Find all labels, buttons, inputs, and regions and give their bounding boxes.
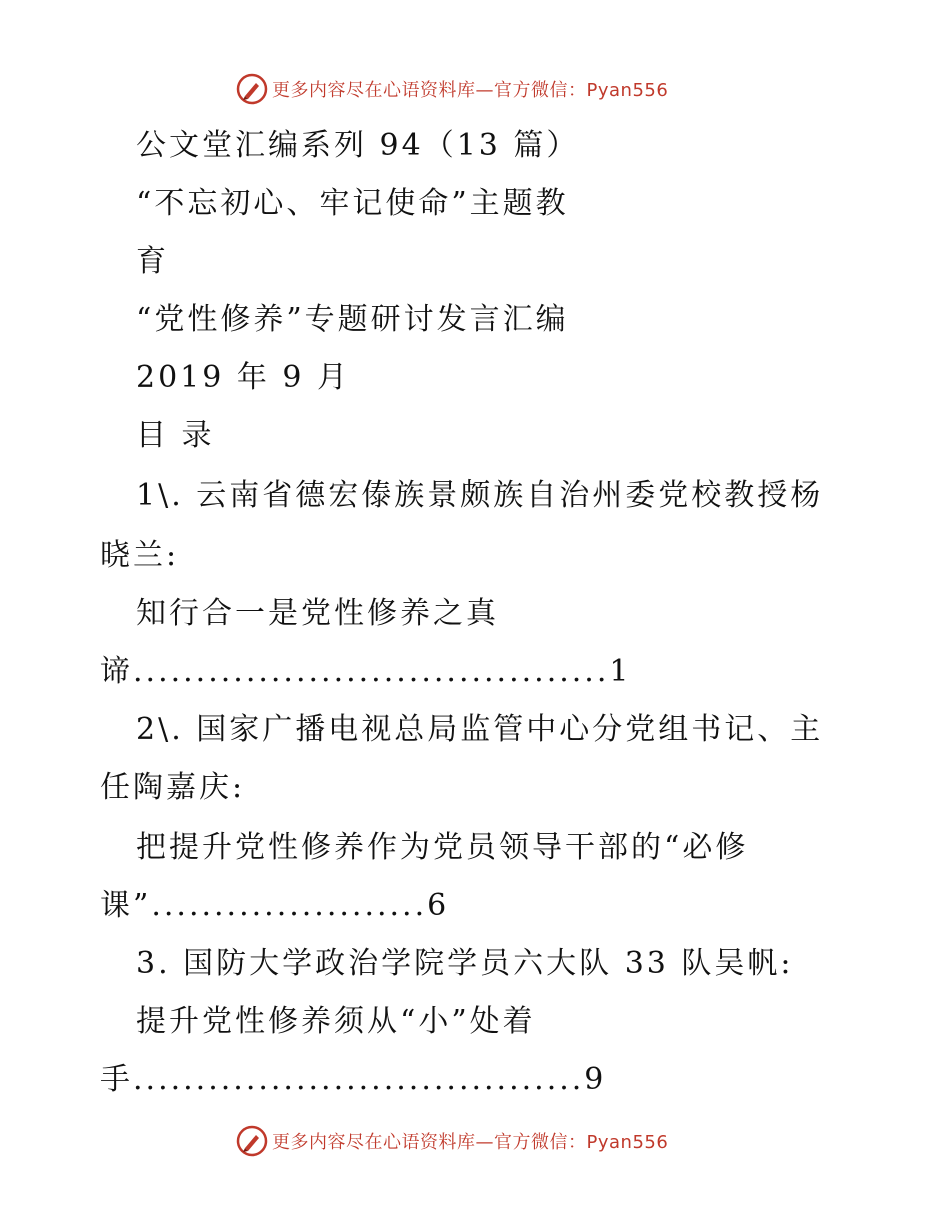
toc-item-2-title: 把提升党性修养作为党员领导干部的“必修 bbox=[136, 830, 749, 865]
watermark-banner-bottom bbox=[236, 1124, 668, 1158]
toc-item-1-author-cont: 晓兰: bbox=[100, 538, 180, 573]
toc-item-2-title-page[interactable]: 课”......................6 bbox=[100, 888, 450, 923]
toc-item-3-author: 3. 国防大学政治学院学员六大队 33 队吴帆: bbox=[136, 946, 794, 981]
toc-item-3-title-page[interactable]: 手....................................9 bbox=[100, 1062, 607, 1097]
toc-item-2-author-cont: 任陶嘉庆: bbox=[100, 770, 246, 805]
toc-item-1-title: 知行合一是党性修养之真 bbox=[136, 596, 499, 631]
watermark-banner-top bbox=[236, 72, 668, 106]
main-title-line2: 育 bbox=[136, 244, 169, 279]
watermark-text: 更多内容尽在心语资料库—官方微信：Pyan556 bbox=[272, 80, 669, 101]
toc-item-1-author: 1\. 云南省德宏傣族景颇族自治州委党校教授杨 bbox=[136, 478, 824, 513]
subtitle: “党性修养”专题研讨发言汇编 bbox=[136, 302, 569, 337]
toc-heading: 目 录 bbox=[136, 418, 215, 453]
pen-logo-icon bbox=[236, 73, 268, 105]
date: 2019 年 9 月 bbox=[136, 360, 351, 395]
series-title: 公文堂汇编系列 94（13 篇） bbox=[136, 128, 580, 163]
watermark-text: 更多内容尽在心语资料库—官方微信：Pyan556 bbox=[272, 1132, 669, 1153]
toc-item-3-title: 提升党性修养须从“小”处着 bbox=[136, 1004, 536, 1039]
pen-logo-icon bbox=[236, 1125, 268, 1157]
toc-item-2-author: 2\. 国家广播电视总局监管中心分党组书记、主 bbox=[136, 712, 824, 747]
main-title-line1: “不忘初心、牢记使命”主题教 bbox=[136, 186, 569, 221]
toc-item-1-title-page[interactable]: 谛......................................1 bbox=[100, 654, 632, 689]
